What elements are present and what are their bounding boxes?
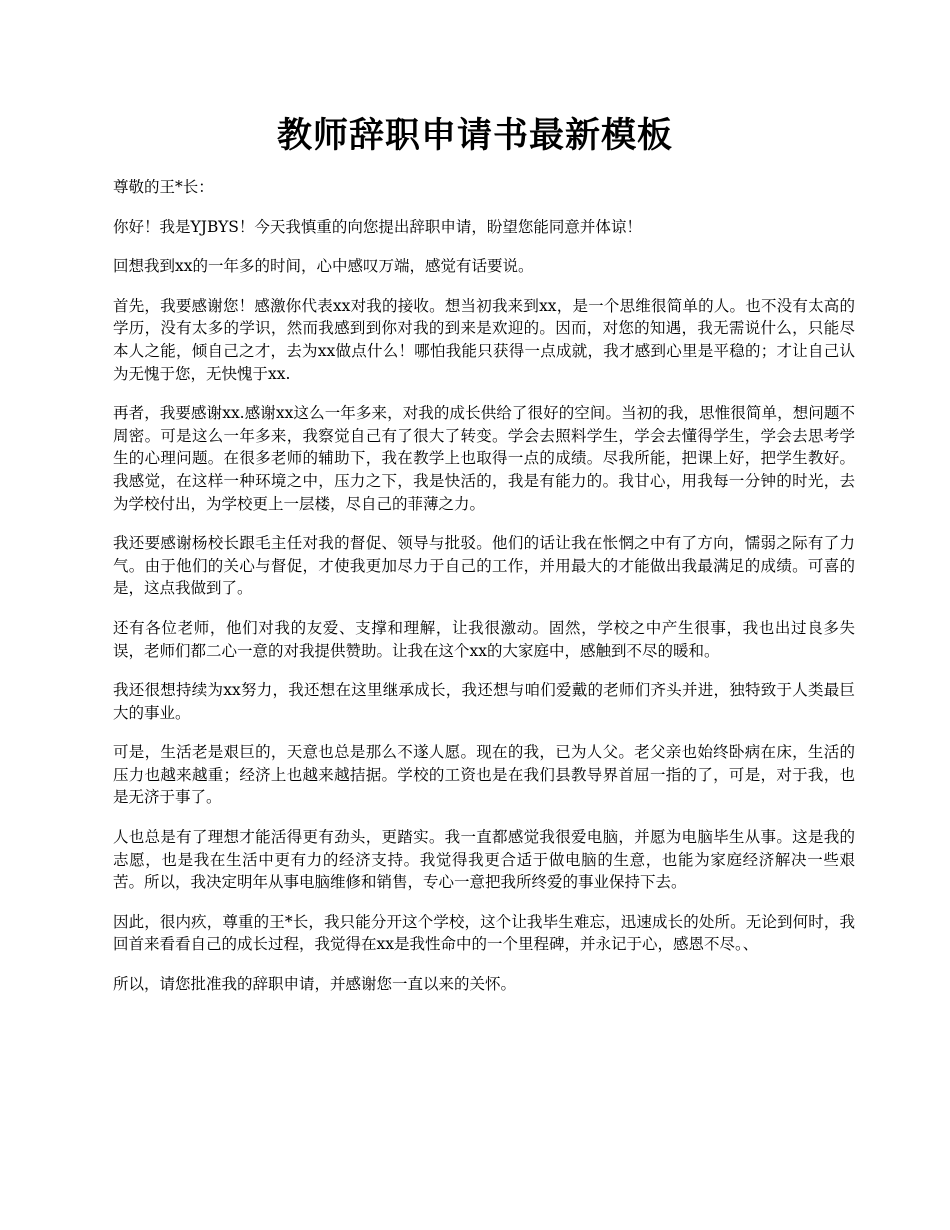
document-body <box>113 176 855 1013</box>
paragraph-closing: 所以，请您批准我的辞职申请，并感谢您一直以来的关怀。 <box>113 975 517 994</box>
paragraph: 人也总是有了理想才能活得更有劲头，更踏实。我一直都感觉我很爱电脑，并愿为电脑毕生从事。这是我的志愿，也是我在生活中更有力的经济支持。我觉得我更合适于做电脑的生意，也能为家庭经济解决一些艰苦。所以，我决定明年从事电脑维修和销售，专心一意把我所终爱的事业保持下去。 <box>113 828 855 892</box>
paragraph-greeting: 你好！我是YJBYS！今天我慎重的向您提出辞职申请，盼望您能同意并体谅！ <box>113 217 642 236</box>
paragraph: 我还很想持续为xx努力，我还想在这里继承成长，我还想与咱们爱戴的老师们齐头并进，独特致于人类最巨大的事业。 <box>113 681 855 722</box>
paragraph: 可是，生活老是艰巨的，天意也总是那么不遂人愿。现在的我，已为人父。老父亲也始终卧病在床，生活的压力也越来越重；经济上也越来越拮据。学校的工资也是在我们县教导界首屈一指的了，可是，对于我，也是无济于事了。 <box>113 743 855 807</box>
paragraph: 我还要感谢杨校长跟毛主任对我的督促、领导与批驳。他们的话让我在怅惘之中有了方向，懦弱之际有了力气。由于他们的关心与督促，才使我更加尽力于自己的工作，并用最大的才能做出我最满足的成绩。可喜的是，这点我做到了。 <box>113 534 855 598</box>
paragraph: 再者，我要感谢xx.感谢xx这么一年多来，对我的成长供给了很好的空间。当初的我，思惟很简单，想问题不周密。可是这么一年多来，我察觉自己有了很大了转变。学会去照料学生，学会去懂得学生，学会去思考学生的心理问题。在很多老师的辅助下，我在教学上也取得一点的成绩。尽我所能，把课上好，把学生教好。我感觉，在这样一种环境之中，压力之下，我是快活的，我是有能力的。我甘心，用我每一分钟的时光，去为学校付出，为学校更上一层楼，尽自己的菲薄之力。 <box>113 404 855 513</box>
paragraph-salutation: 尊敬的王*长： <box>113 178 214 196</box>
paragraph: 因此，很内疚，尊重的王*长，我只能分开这个学校，这个让我毕生难忘，迅速成长的处所。无论到何时，我回首来看看自己的成长过程，我觉得在xx是我性命中的一个里程碑，并永记于心，感恩不尽。、 <box>113 912 855 954</box>
paragraph: 首先，我要感谢您！感激你代表xx对我的接收。想当初我来到xx，是一个思维很简单的人。也不没有太高的学历，没有太多的学识，然而我感到到你对我的到来是欢迎的。因而，对您的知遇，我无需说什么，只能尽本人之能，倾自己之才，去为xx做点什么！哪怕我能只获得一点成就，我才感到心里是平稳的；才让自己认为无愧于您，无快愧于xx. <box>113 296 855 383</box>
paragraph: 还有各位老师，他们对我的友爱、支撑和理解，让我很激动。固然，学校之中产生很事，我也出过良多失误，老师们都二心一意的对我提供赞助。让我在这个xx的大家庭中，感触到不尽的暖和。 <box>113 618 855 660</box>
paragraph: 回想我到xx的一年多的时间，心中感叹万端，感觉有话要说。 <box>113 257 534 276</box>
document-title: 教师辞职申请书最新模板 <box>276 116 673 156</box>
